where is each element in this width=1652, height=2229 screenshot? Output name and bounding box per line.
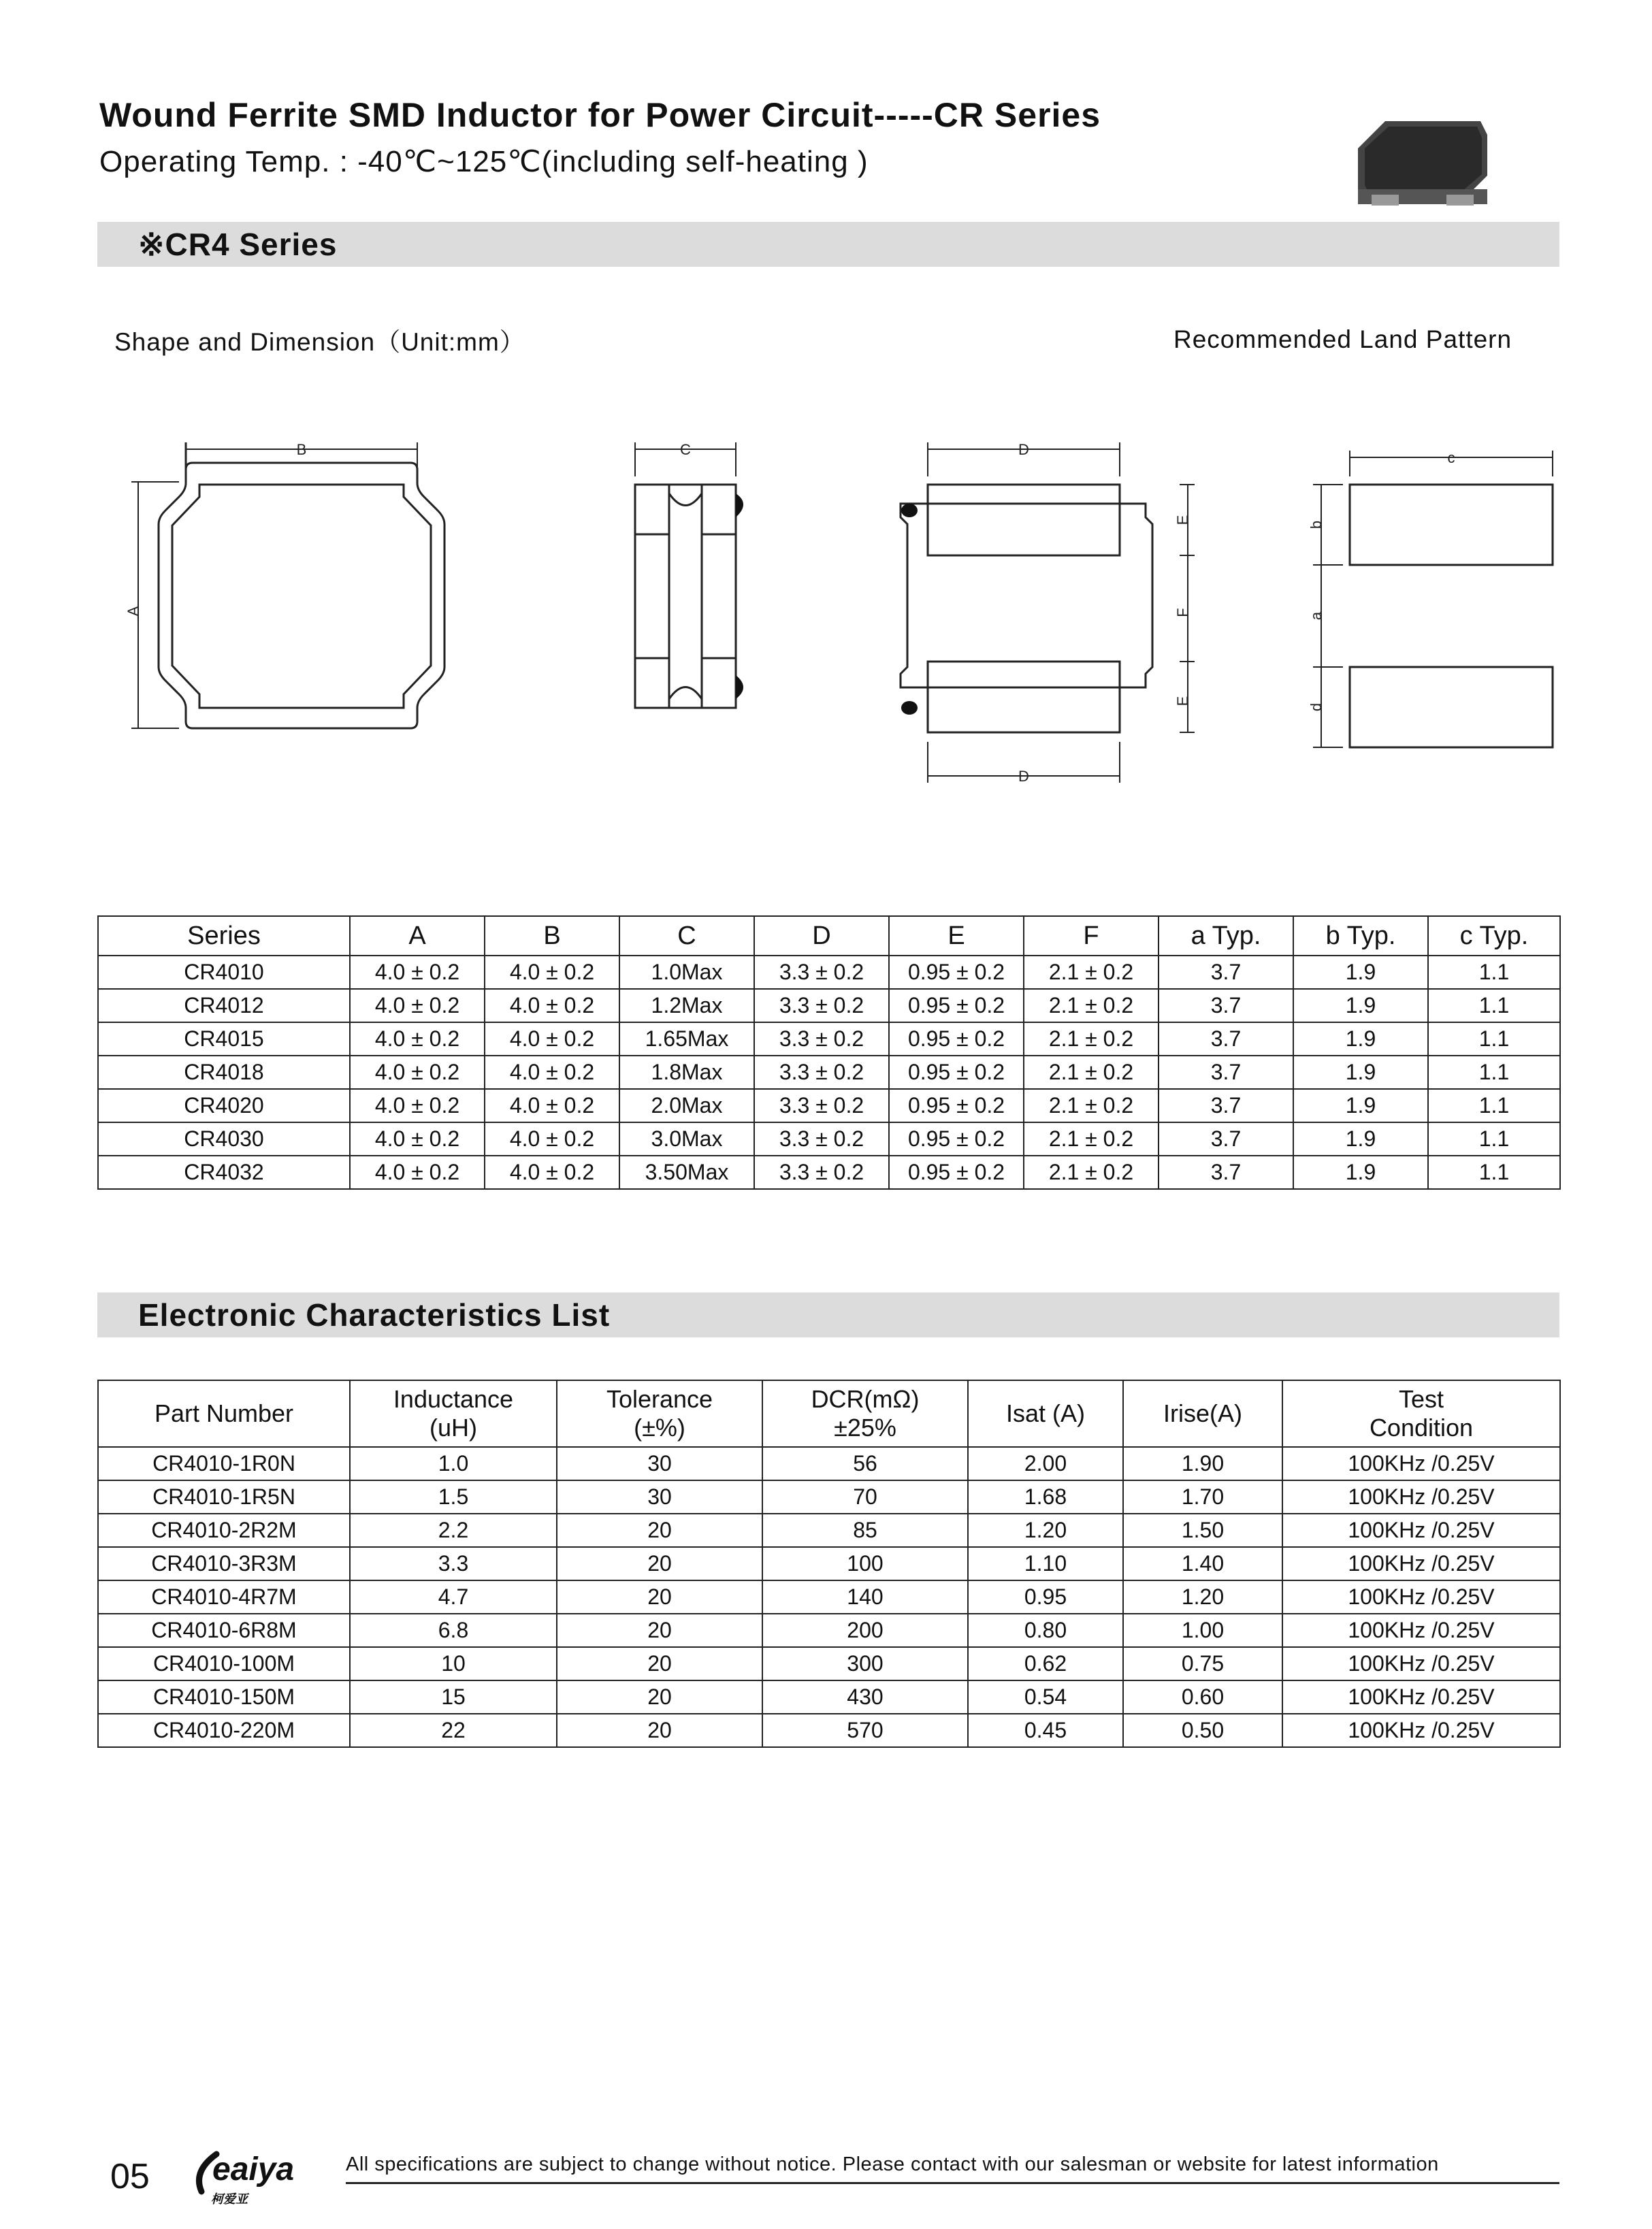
table-cell: 100KHz /0.25V: [1282, 1547, 1560, 1580]
table-cell: 20: [557, 1580, 762, 1614]
table-cell: 1.1: [1428, 1056, 1560, 1089]
col-header-line: Inductance: [393, 1385, 514, 1413]
table-cell: CR4020: [98, 1089, 350, 1122]
table-cell: 3.50Max: [619, 1156, 754, 1189]
col-header-line: Condition: [1369, 1414, 1474, 1442]
col-header: Series: [98, 916, 350, 956]
table-cell: 3.7: [1159, 1122, 1293, 1156]
table-row: [98, 1514, 1560, 1547]
table-row: [98, 1156, 1560, 1189]
page-title: Wound Ferrite SMD Inductor for Power Circuit-----CR Series: [99, 96, 1101, 134]
table-cell: 4.0 ± 0.2: [485, 1156, 619, 1189]
table-cell: 100KHz /0.25V: [1282, 1447, 1560, 1480]
table-cell: 0.45: [968, 1714, 1123, 1747]
table-cell: 4.0 ± 0.2: [350, 1089, 485, 1122]
table-row: [98, 1680, 1560, 1714]
table-cell: 1.9: [1293, 1022, 1428, 1056]
table-cell: 3.3 ± 0.2: [754, 1156, 889, 1189]
table-cell: 300: [762, 1647, 968, 1680]
dim-letter-e-upper-bottom: E: [1174, 696, 1191, 706]
table-cell: 10: [350, 1647, 557, 1680]
col-header-line: Test: [1398, 1385, 1444, 1413]
table-cell: 20: [557, 1614, 762, 1647]
logo-subtext: 柯爱亚: [211, 2192, 248, 2207]
table-cell: 4.0 ± 0.2: [485, 956, 619, 989]
table-cell: 3.3 ± 0.2: [754, 1056, 889, 1089]
table-cell: 430: [762, 1680, 968, 1714]
table-cell: 1.20: [968, 1514, 1123, 1547]
table-cell: 0.60: [1123, 1680, 1282, 1714]
dim-letter-f-upper: F: [1174, 608, 1191, 617]
table-cell: 100KHz /0.25V: [1282, 1614, 1560, 1647]
land-pattern-label: Recommended Land Pattern: [1173, 325, 1512, 353]
footer-divider: [346, 2182, 1559, 2184]
dimension-table: [97, 915, 1561, 1190]
table-cell: 1.0: [350, 1447, 557, 1480]
table-cell: 0.95 ± 0.2: [889, 1022, 1024, 1056]
table-cell: 4.0 ± 0.2: [485, 1022, 619, 1056]
table-row: [98, 1714, 1560, 1747]
col-header-line: Part Number: [154, 1399, 294, 1427]
table-cell: 20: [557, 1714, 762, 1747]
table-cell: 0.50: [1123, 1714, 1282, 1747]
table-cell: 70: [762, 1480, 968, 1514]
table-cell: 20: [557, 1647, 762, 1680]
table-cell: 4.0 ± 0.2: [485, 1089, 619, 1122]
table-cell: 1.1: [1428, 989, 1560, 1022]
table-cell: 3.7: [1159, 1022, 1293, 1056]
cr4-series-bar: ※CR4 Series: [97, 222, 1559, 267]
table-row: [98, 1547, 1560, 1580]
table-cell: 3.3 ± 0.2: [754, 1089, 889, 1122]
table-cell: 1.2Max: [619, 989, 754, 1022]
col-header: D: [754, 916, 889, 956]
col-header: [1282, 1380, 1560, 1447]
table-cell: 3.7: [1159, 956, 1293, 989]
dimension-drawings: [97, 408, 1559, 817]
table-cell: CR4032: [98, 1156, 350, 1189]
table-cell: 0.80: [968, 1614, 1123, 1647]
col-header-line: DCR(mΩ): [811, 1385, 920, 1413]
table-row: [98, 1056, 1560, 1089]
table-cell: 100: [762, 1547, 968, 1580]
table-cell: 3.7: [1159, 1056, 1293, 1089]
table-cell: 15: [350, 1680, 557, 1714]
col-header-line: (±%): [634, 1414, 685, 1442]
table-cell: 3.7: [1159, 1156, 1293, 1189]
col-header: B: [485, 916, 619, 956]
dim-letter-d-lower: d: [1308, 702, 1325, 712]
table-cell: 0.95 ± 0.2: [889, 1156, 1024, 1189]
shape-dimension-label: Shape and Dimension（Unit:mm）: [114, 328, 525, 356]
table-cell: 1.9: [1293, 989, 1428, 1022]
electronic-table-header: [98, 1380, 1560, 1447]
table-cell: 1.00: [1123, 1614, 1282, 1647]
col-header: [1123, 1380, 1282, 1447]
table-row: [98, 1447, 1560, 1480]
table-cell: 0.95 ± 0.2: [889, 1122, 1024, 1156]
dim-letter-a-lower: a: [1308, 611, 1325, 621]
side-view-drawing: [635, 485, 736, 708]
table-cell: 2.1 ± 0.2: [1024, 1089, 1159, 1122]
col-header: E: [889, 916, 1024, 956]
table-cell: 3.0Max: [619, 1122, 754, 1156]
table-cell: 4.0 ± 0.2: [485, 1056, 619, 1089]
table-cell: 3.3 ± 0.2: [754, 1022, 889, 1056]
table-cell: CR4018: [98, 1056, 350, 1089]
table-cell: 0.54: [968, 1680, 1123, 1714]
table-cell: 4.0 ± 0.2: [350, 1022, 485, 1056]
table-cell: 100KHz /0.25V: [1282, 1580, 1560, 1614]
table-cell: 0.95 ± 0.2: [889, 1056, 1024, 1089]
col-header: c Typ.: [1428, 916, 1560, 956]
table-cell: 1.1: [1428, 1122, 1560, 1156]
table-cell: 22: [350, 1714, 557, 1747]
table-cell: 0.95 ± 0.2: [889, 989, 1024, 1022]
table-cell: 3.3 ± 0.2: [754, 956, 889, 989]
table-cell: CR4010-150M: [98, 1680, 350, 1714]
table-cell: 1.9: [1293, 1156, 1428, 1189]
table-row: [98, 1647, 1560, 1680]
table-cell: 2.2: [350, 1514, 557, 1547]
table-cell: 4.7: [350, 1580, 557, 1614]
table-cell: 30: [557, 1447, 762, 1480]
page-number: 05: [110, 2157, 150, 2196]
col-header: F: [1024, 916, 1159, 956]
table-cell: 2.1 ± 0.2: [1024, 956, 1159, 989]
table-cell: 2.00: [968, 1447, 1123, 1480]
dim-letter-e-upper-top: E: [1174, 515, 1191, 525]
table-cell: 3.7: [1159, 989, 1293, 1022]
table-cell: 1.9: [1293, 1122, 1428, 1156]
table-cell: CR4010-4R7M: [98, 1580, 350, 1614]
table-row: [98, 1089, 1560, 1122]
table-cell: 1.1: [1428, 1022, 1560, 1056]
table-cell: 0.95: [968, 1580, 1123, 1614]
col-header-line: Isat (A): [1005, 1399, 1085, 1427]
dim-letter-c-lower: c: [1447, 449, 1455, 466]
col-header: C: [619, 916, 754, 956]
table-row: [98, 1022, 1560, 1056]
table-cell: CR4010-100M: [98, 1647, 350, 1680]
table-cell: 1.68: [968, 1480, 1123, 1514]
table-cell: 100KHz /0.25V: [1282, 1714, 1560, 1747]
table-cell: 3.3: [350, 1547, 557, 1580]
dim-letter-a-upper: A: [125, 606, 142, 617]
table-cell: 4.0 ± 0.2: [350, 989, 485, 1022]
col-header-line: ±25%: [834, 1414, 896, 1442]
dim-letter-c-upper: C: [680, 441, 691, 458]
table-cell: 0.62: [968, 1647, 1123, 1680]
table-cell: CR4010-2R2M: [98, 1514, 350, 1547]
table-cell: 1.0Max: [619, 956, 754, 989]
table-cell: 4.0 ± 0.2: [485, 1122, 619, 1156]
table-row: [98, 956, 1560, 989]
dim-letter-d-upper-bottom: D: [1018, 768, 1029, 785]
table-cell: 2.1 ± 0.2: [1024, 1056, 1159, 1089]
table-cell: 4.0 ± 0.2: [350, 1156, 485, 1189]
table-row: [98, 1614, 1560, 1647]
table-cell: 100KHz /0.25V: [1282, 1514, 1560, 1547]
col-header-line: Irise(A): [1163, 1399, 1242, 1427]
table-cell: 85: [762, 1514, 968, 1547]
table-cell: 3.3 ± 0.2: [754, 989, 889, 1022]
table-cell: 20: [557, 1514, 762, 1547]
table-cell: 2.1 ± 0.2: [1024, 1122, 1159, 1156]
table-cell: 3.7: [1159, 1089, 1293, 1122]
table-cell: 1.20: [1123, 1580, 1282, 1614]
table-cell: CR4010-6R8M: [98, 1614, 350, 1647]
logo-text: eaiya: [212, 2151, 295, 2187]
top-view-drawing: [159, 442, 444, 728]
table-cell: 20: [557, 1680, 762, 1714]
table-cell: 6.8: [350, 1614, 557, 1647]
table-cell: 1.40: [1123, 1547, 1282, 1580]
table-cell: 3.3 ± 0.2: [754, 1122, 889, 1156]
dim-letter-d-upper-top: D: [1018, 441, 1029, 458]
table-cell: 570: [762, 1714, 968, 1747]
dim-letter-b-upper: B: [296, 441, 307, 458]
product-photo: [1344, 108, 1495, 216]
table-cell: CR4012: [98, 989, 350, 1022]
dimension-table-header: [98, 916, 1560, 956]
table-cell: 1.9: [1293, 956, 1428, 989]
table-cell: 1.50: [1123, 1514, 1282, 1547]
table-row: [98, 1480, 1560, 1514]
table-cell: CR4010-1R5N: [98, 1480, 350, 1514]
table-cell: CR4010-3R3M: [98, 1547, 350, 1580]
table-cell: 0.95 ± 0.2: [889, 956, 1024, 989]
eaiya-logo: [189, 2147, 319, 2209]
table-row: [98, 1122, 1560, 1156]
table-cell: 140: [762, 1580, 968, 1614]
col-header: [350, 1380, 557, 1447]
dim-letter-b-lower: b: [1308, 520, 1325, 530]
table-cell: CR4030: [98, 1122, 350, 1156]
table-row: [98, 1580, 1560, 1614]
table-cell: CR4015: [98, 1022, 350, 1056]
footer-notice: All specifications are subject to change without notice. Please contact with our salesman or website for latest information: [346, 2153, 1439, 2175]
table-cell: 1.90: [1123, 1447, 1282, 1480]
table-cell: 0.75: [1123, 1647, 1282, 1680]
table-cell: 2.1 ± 0.2: [1024, 989, 1159, 1022]
table-cell: 2.1 ± 0.2: [1024, 1022, 1159, 1056]
electronic-characteristics-bar: Electronic Characteristics List: [97, 1292, 1559, 1337]
table-cell: 1.65Max: [619, 1022, 754, 1056]
table-cell: 1.8Max: [619, 1056, 754, 1089]
table-cell: 2.0Max: [619, 1089, 754, 1122]
col-header: [762, 1380, 968, 1447]
col-header: [557, 1380, 762, 1447]
table-cell: 56: [762, 1447, 968, 1480]
table-cell: 1.9: [1293, 1056, 1428, 1089]
table-cell: 0.95 ± 0.2: [889, 1089, 1024, 1122]
table-cell: 1.1: [1428, 1089, 1560, 1122]
bottom-view-drawing: [901, 485, 1152, 732]
table-cell: 4.0 ± 0.2: [485, 989, 619, 1022]
table-cell: 4.0 ± 0.2: [350, 1122, 485, 1156]
table-cell: 4.0 ± 0.2: [350, 956, 485, 989]
operating-temp: Operating Temp. : -40℃~125℃(including self-heating ): [99, 145, 869, 178]
col-header: a Typ.: [1159, 916, 1293, 956]
table-cell: 4.0 ± 0.2: [350, 1056, 485, 1089]
col-header-line: Tolerance: [606, 1385, 713, 1413]
table-cell: 1.9: [1293, 1089, 1428, 1122]
land-pattern-drawing: [1350, 485, 1553, 747]
table-cell: 1.1: [1428, 1156, 1560, 1189]
col-header: [98, 1380, 350, 1447]
table-cell: CR4010: [98, 956, 350, 989]
col-header-line: (uH): [430, 1414, 477, 1442]
col-header: [968, 1380, 1123, 1447]
electronic-characteristics-table: [97, 1380, 1561, 1748]
table-cell: 1.70: [1123, 1480, 1282, 1514]
table-row: [98, 989, 1560, 1022]
table-cell: 100KHz /0.25V: [1282, 1480, 1560, 1514]
table-cell: 2.1 ± 0.2: [1024, 1156, 1159, 1189]
table-cell: 20: [557, 1547, 762, 1580]
table-cell: 1.5: [350, 1480, 557, 1514]
table-cell: 1.1: [1428, 956, 1560, 989]
col-header: A: [350, 916, 485, 956]
table-cell: 100KHz /0.25V: [1282, 1647, 1560, 1680]
table-cell: 100KHz /0.25V: [1282, 1680, 1560, 1714]
table-cell: 1.10: [968, 1547, 1123, 1580]
table-cell: CR4010-1R0N: [98, 1447, 350, 1480]
table-cell: 200: [762, 1614, 968, 1647]
table-cell: 30: [557, 1480, 762, 1514]
table-cell: CR4010-220M: [98, 1714, 350, 1747]
col-header: b Typ.: [1293, 916, 1428, 956]
